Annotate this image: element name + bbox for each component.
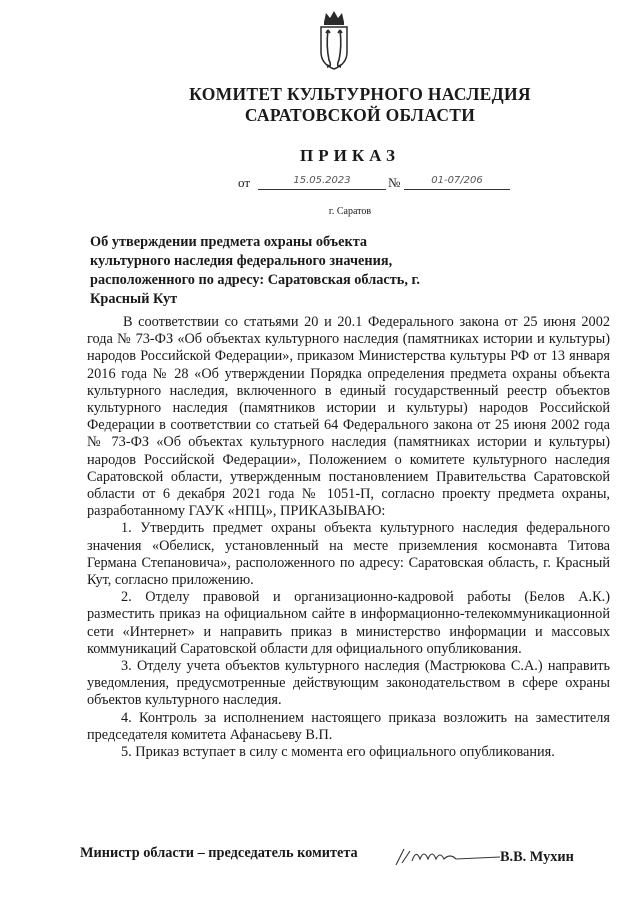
saratov-coat-of-arms-icon (317, 8, 351, 72)
order-item: 3. Отделу учета объектов культурного наследия (Мастрюкова С.А.) направить уведомления, предусмотренные действующим законодательством в сфере охраны объектов культурного наследия. (87, 658, 610, 709)
handwritten-signature (390, 843, 510, 869)
number-value: 01-07/206 (404, 175, 510, 190)
signer-name: В.В. Мухин (500, 849, 574, 865)
document-body (87, 314, 610, 761)
date-value: 15.05.2023 (258, 175, 386, 190)
signer-role: Министр области – председатель комитета (80, 845, 358, 861)
number-label: № (388, 175, 401, 190)
order-item: 1. Утвердить предмет охраны объекта культурного наследия федерального значения «Обелиск, установленный на месте приземления космонавта Титова Германа Степановича», расположенного по адресу: Саратовская область, г. Красный Кут, согласно приложению. (87, 520, 610, 589)
order-item: 4. Контроль за исполнением настоящего приказа возложить на заместителя председателя комитета Афанасьеву В.П. (87, 709, 610, 743)
city: г. Саратов (328, 206, 372, 217)
date-label: от (238, 175, 251, 190)
order-item: 5. Приказ вступает в силу с момента его официального опубликования. (121, 744, 555, 761)
order-item: 2. Отделу правовой и организационно-кадровой работы (Белов А.К.) разместить приказ на официальном сайте в информационно-телекоммуникационной сети «Интернет» и направить приказ в министерство информации и массовых коммуникаций Саратовской области для официального опубликования. (87, 589, 610, 657)
document-type: ПРИКАЗ (300, 146, 400, 165)
org-line-2: САРАТОВСКОЙ ОБЛАСТИ (244, 105, 476, 125)
org-line-1: КОМИТЕТ КУЛЬТУРНОГО НАСЛЕДИЯ (189, 84, 531, 104)
preamble: В соответствии со статьями 20 и 20.1 Федерального закона от 25 июня 2002 года № 73-ФЗ «Об объектах культурного наследия (памятниках истории и культуры) народов Российской Федерации», приказом Министерства культуры РФ от 13 января 2016 года № 28 «Об утверждении Порядка определения предмета охраны объекта культурного наследия, включенного в единый государственный реестр объектов культурного наследия (памятников истории и культуры) народов Российской Федерации в соответствии со статьей 64 Федерального закона от 25 июня 2002 года № 73-ФЗ «Об объектах культурного наследия (памятниках истории и культуры) народов Российской Федерации», Положением о комитете культурного наследия Саратовской области, утвержденным постановлением Правительства Саратовской области от 6 декабря 2021 года № 1051-П, согласно проекту предмета охраны, разработанному ГАУК «НПЦ», ПРИКАЗЫВАЮ: (87, 314, 610, 520)
document-subject: Об утверждении предмета охраны объекта культурного наследия федерального значения, расположенного по адресу: Саратовская область, г. Красный Кут (90, 234, 420, 307)
organization-name (150, 84, 570, 126)
signature-block (80, 843, 600, 871)
